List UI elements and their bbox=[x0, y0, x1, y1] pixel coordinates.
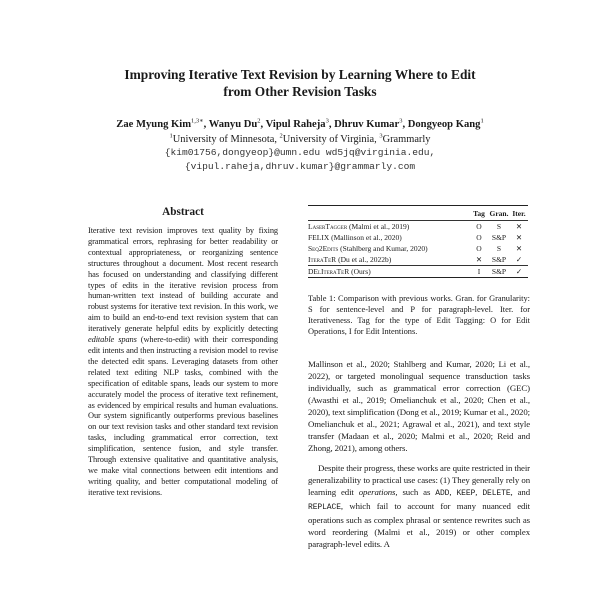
author: Dhruv Kumar$^3$, bbox=[334, 117, 408, 130]
author-emails bbox=[40, 146, 560, 174]
affiliation: $^2$University of Virginia, bbox=[279, 133, 380, 146]
email-line-1: {kim01756,dongyeop}@umn.edu wd5jq@virginia.edu, bbox=[164, 147, 436, 158]
paper-title bbox=[60, 66, 540, 100]
abstract-heading: Abstract bbox=[162, 206, 204, 218]
author-list bbox=[40, 114, 560, 132]
abstract-body: Iterative text revision improves text quality by fixing grammatical errors, rephrasing for better readability or contextual appropriateness, or reorganizing sentence structures throughout a document. Most recent research has focused on understanding and classifying different types of edits in the iterative revision process from human-written text instead of building accurate and robust systems for iterative text revision. In this work, we aim to build an end-to-end text revision system that can iteratively generate helpful edits by explicitly detecting editable spans (where-to-edit) with their corresponding edit intents and then instructing a revision model to revise the detected edit spans. Leveraging datasets from other related text editing NLP tasks, combined with the specification of editable spans, leads our system to more accurately model the process of iterative text refinement, as evidenced by empirical results and human evaluations. Our system significantly outperforms previous baselines on our text revision tasks and other standard text revision tasks, including grammatical error correction, text simplification, sentence fusion, and style transfer. Through extensive qualitative and quantitative analysis, we make vital connections between edit intentions and writing quality, and better computational modeling of iterative text revisions. bbox=[88, 226, 278, 497]
affiliation: $^3$Grammarly bbox=[379, 133, 431, 146]
table-header-row bbox=[308, 206, 528, 220]
abstract-emphasis: editable spans bbox=[88, 335, 137, 345]
author: Wanyu Du$^2$, bbox=[208, 117, 266, 130]
table-row: IteraTeR (Du et al., 2022b) ✕ S&P ✓ bbox=[308, 255, 523, 264]
affiliation: $^1$University of Minnesota, bbox=[169, 133, 280, 146]
body-text bbox=[308, 358, 530, 600]
comparison-table bbox=[308, 205, 528, 278]
author: Dongyeop Kang$^1$ bbox=[407, 117, 484, 130]
affiliations bbox=[40, 130, 560, 146]
author: Zae Myung Kim$^{1,3∗}$, bbox=[116, 117, 209, 130]
table-caption: Table 1: Comparison with previous works. Gran. for Granularity: S for sentence-level and P for paragraph-level. Iter. for Iterativeness. Tag for the type of Edit Tagging: O for Edit Operations, I for Edit Intentions. bbox=[308, 294, 530, 336]
title-line-1: Improving Iterative Text Revision by Learning Where to Edit bbox=[124, 67, 476, 82]
table-row-ours: DElIteraTeR (Ours) I S&P ✓ bbox=[308, 267, 523, 276]
table-row: Seq2Edits (Stahlberg and Kumar, 2020) O S ✕ bbox=[308, 244, 523, 253]
table-row: LaserTagger (Malmi et al., 2019) O S ✕ bbox=[308, 222, 523, 231]
header-tag: Tag bbox=[473, 208, 485, 218]
paragraph: Despite their progress, these works are quite restricted in their generalizability to practical use cases: (1) They generally rely on learning edit operations, such as ADD, KEEP, DELETE, and REPLACE, which fail to account for many nuanced edit operations such as complex phrasal or sentence rewrites such as word reordering (Malmi et al., 2019) or other complex paragraph-level edits. A bbox=[308, 463, 530, 549]
table-row: FELIX (Mallinson et al., 2020) O S&P ✕ bbox=[308, 233, 523, 242]
header-iter: Iter. bbox=[512, 208, 526, 218]
title-line-2: from Other Revision Tasks bbox=[223, 84, 377, 99]
email-line-2: {vipul.raheja,dhruv.kumar}@grammarly.com bbox=[184, 161, 416, 172]
author: Vipul Raheja$^3$, bbox=[265, 117, 335, 130]
table-bottom-rule bbox=[308, 277, 528, 278]
header-gran: Gran. bbox=[489, 208, 509, 218]
paragraph: Mallinson et al., 2020; Stahlberg and Kumar, 2020; Li et al., 2022), or targeted monolingual sequence transduction tasks individually, such as grammatical error correction (GEC) (Awasthi et al., 2019; Omelianchuk et al., 2020; Chen et al., 2020), text simplification (Dong et al., 2019; Kumar et al., 2020; Omelianchuk et al., 2021; Agrawal et al., 2021), and text style transfer (Madaan et al., 2020; Malmi et al., 2020; Reid and Zhong, 2021), among others. bbox=[308, 359, 530, 453]
